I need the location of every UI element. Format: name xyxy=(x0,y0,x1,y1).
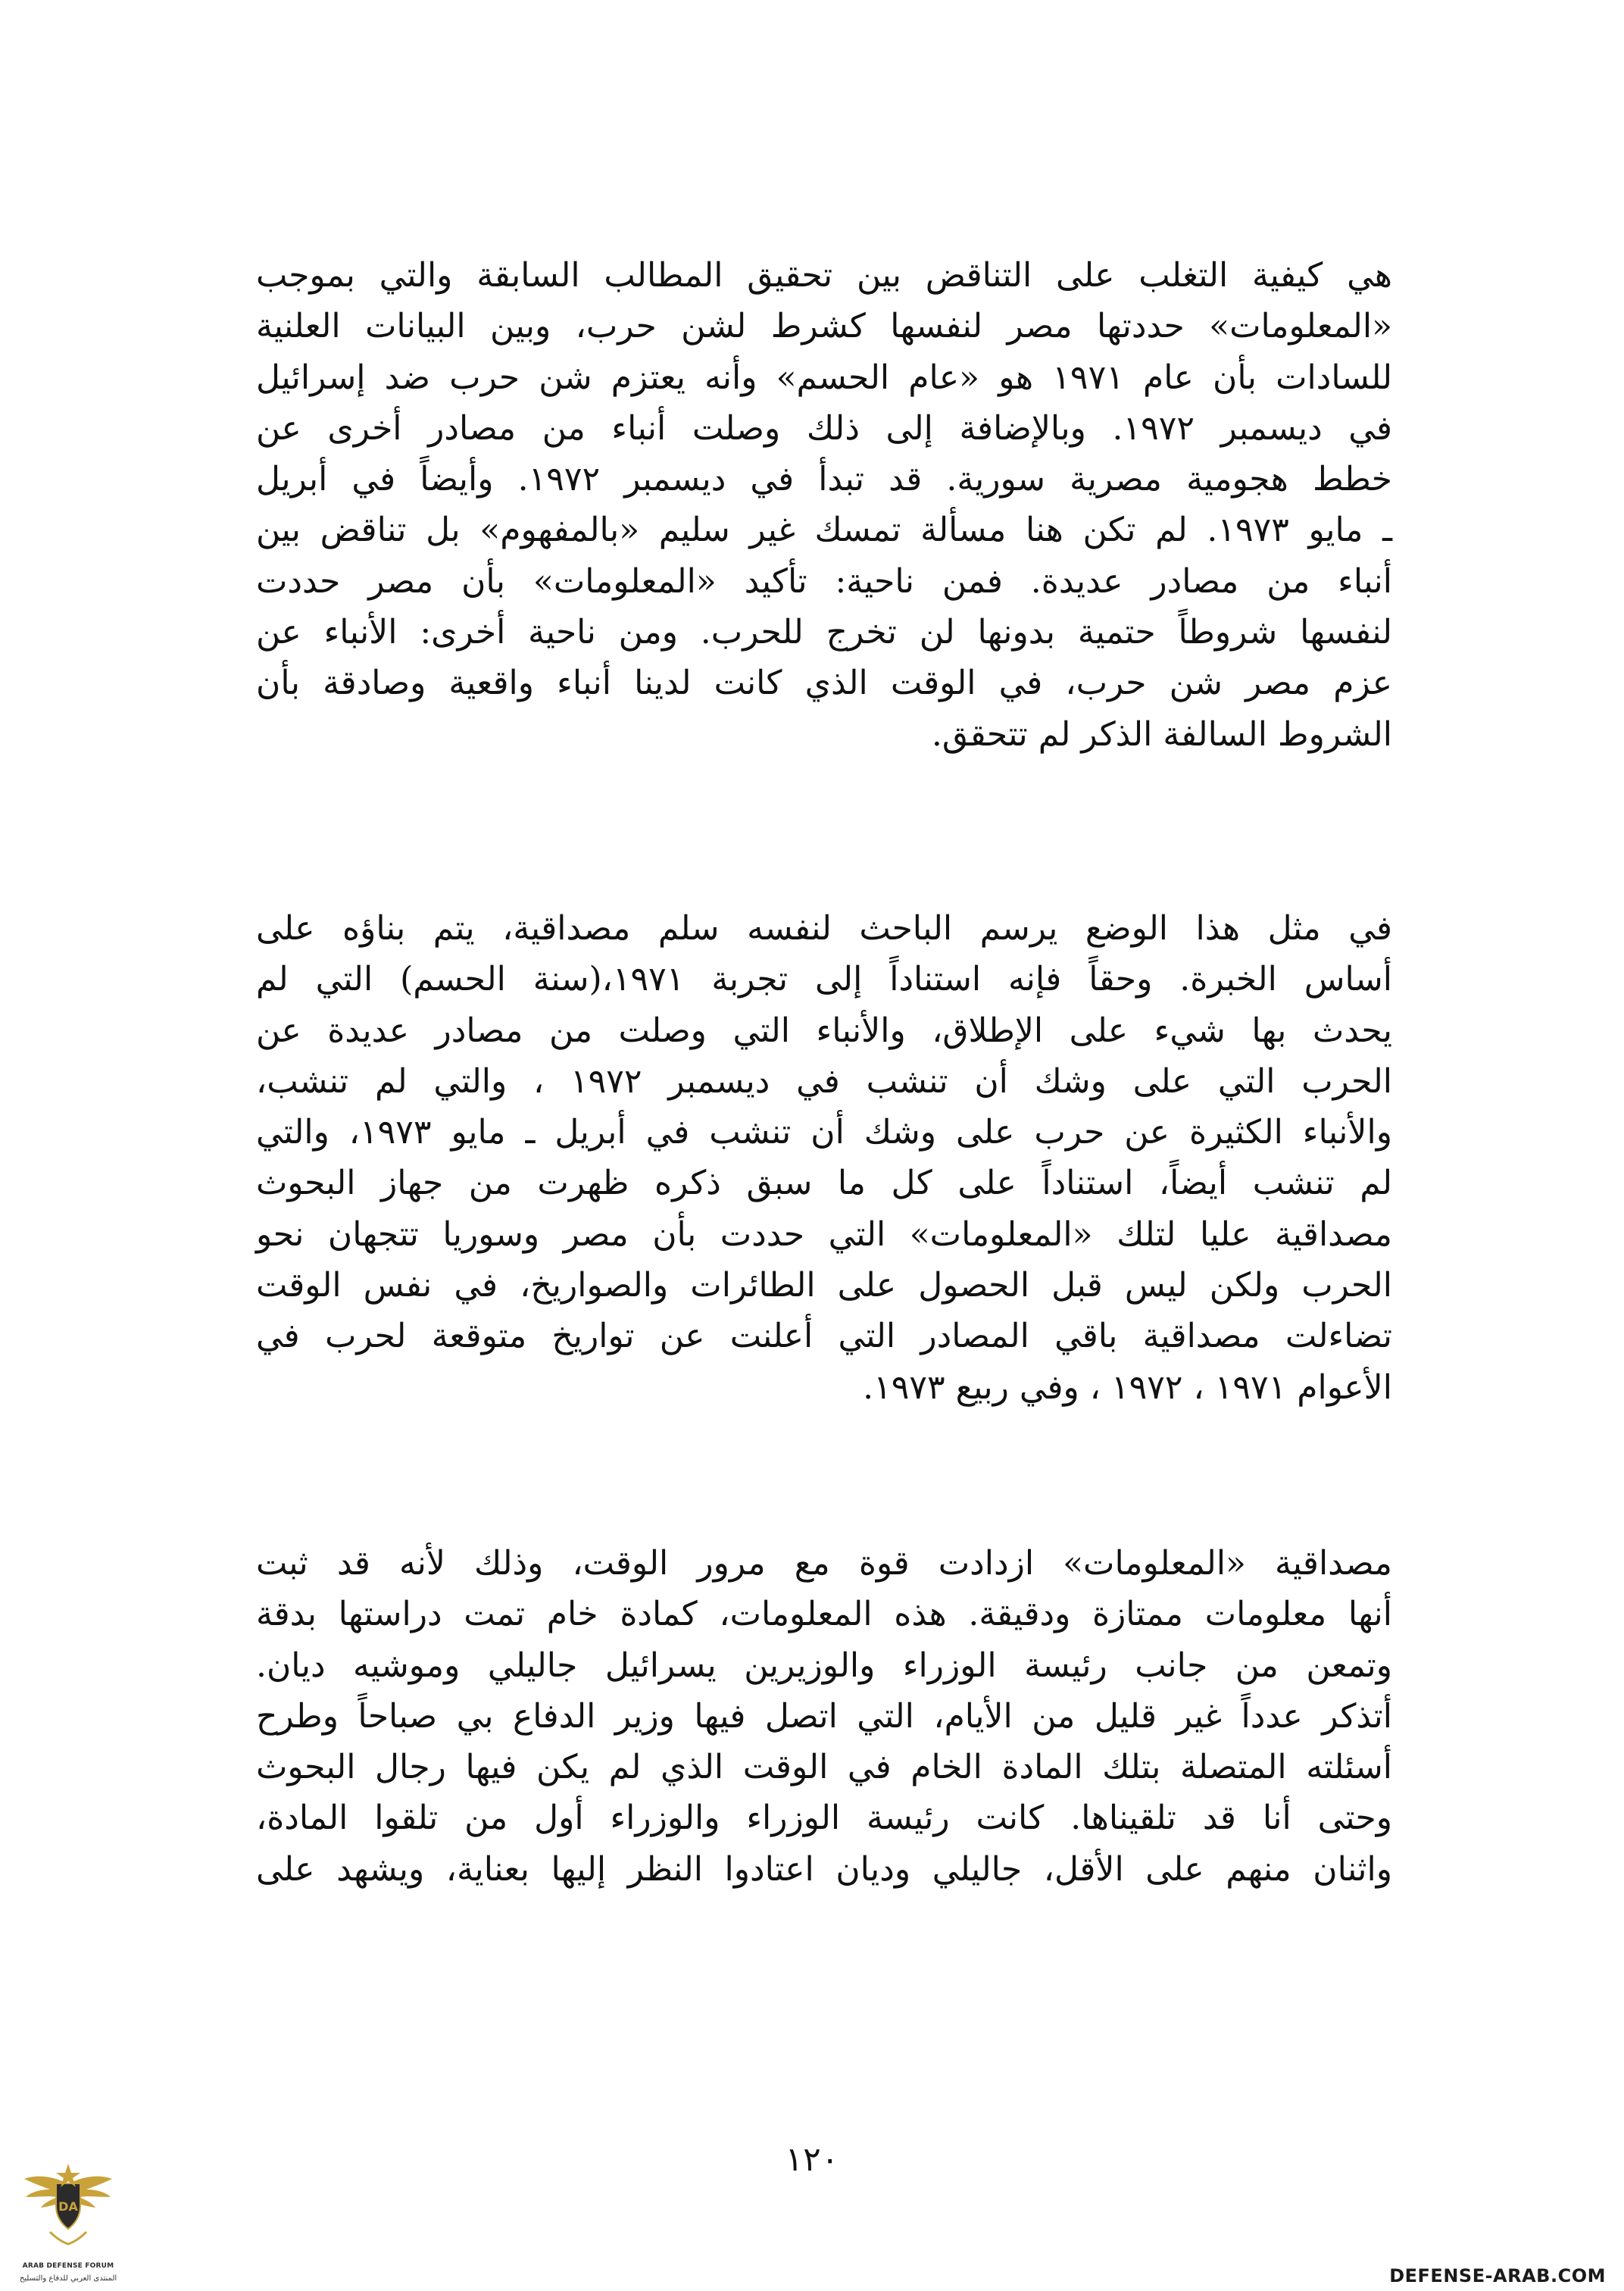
text-line: ـ مايو ١٩٧٣. لم تكن هنا مسألة تمسك غير سليم «بالمفهوم» بل تناقض بين xyxy=(256,511,1392,550)
text-line: هي كيفية التغلب على التناقض بين تحقيق المطالب السابقة والتي بموجب xyxy=(256,256,1392,295)
text-line: وتمعن من جانب رئيسة الوزراء والوزيرين يسرائيل جاليلي وموشيه ديان. xyxy=(256,1646,1392,1685)
logo-subtitle: المنتدى العربي للدفاع والتسليح xyxy=(19,2274,117,2283)
logo-badge: DA xyxy=(58,2199,78,2214)
text-line: «المعلومات» حددتها مصر لنفسها كشرط لشن حرب، وبين البيانات العلنية xyxy=(256,307,1392,346)
page-number: ١٢٠ xyxy=(785,2140,839,2179)
text-line: واثنان منهم على الأقل، جاليلي وديان اعتادوا النظر إليها بعناية، ويشهد على xyxy=(256,1849,1392,1889)
arab-defense-forum-logo xyxy=(23,2153,114,2274)
watermark: DEFENSE-ARAB.COM xyxy=(1389,2265,1606,2286)
paragraph-2 xyxy=(256,903,1392,1413)
text-line: مصداقية «المعلومات» ازدادت قوة مع مرور الوقت، وذلك لأنه قد ثبت xyxy=(256,1544,1392,1583)
text-line: في مثل هذا الوضع يرسم الباحث لنفسه سلم مصداقية، يتم بناؤه على xyxy=(256,909,1392,948)
text-line: الأعوام ١٩٧١ ، ١٩٧٢ ، وفي ربيع ١٩٧٣. xyxy=(863,1367,1392,1407)
text-line: لم تنشب أيضاً، استناداً على كل ما سبق ذكره ظهرت من جهاز البحوث xyxy=(256,1164,1392,1203)
laurel-icon xyxy=(50,2232,86,2244)
text-line: في ديسمبر ١٩٧٢. وبالإضافة إلى ذلك وصلت أنباء من مصادر أخرى عن xyxy=(256,408,1392,448)
text-line: أنباء من مصادر عديدة. فمن ناحية: تأكيد «المعلومات» بأن مصر حددت xyxy=(256,561,1392,601)
text-line: أساس الخبرة. وحقاً فإنه استناداً إلى تجربة ١٩٧١،(سنة الحسم) التي لم xyxy=(256,960,1392,999)
text-line: تضاءلت مصداقية باقي المصادر التي أعلنت عن تواريخ متوقعة لحرب في xyxy=(256,1317,1392,1356)
text-line: خطط هجومية مصرية سورية. قد تبدأ في ديسمبر ١٩٧٢. وأيضاً في أبريل xyxy=(256,460,1393,499)
text-line: أتذكر عدداً غير قليل من الأيام، التي اتصل فيها وزير الدفاع بي صباحاً وطرح xyxy=(256,1696,1392,1736)
text-line: وحتى أنا قد تلقيناها. كانت رئيسة الوزراء والوزراء أول من تلقوا المادة، xyxy=(256,1799,1392,1838)
text-line: لنفسها شروطاً حتمية بدونها لن تخرج للحرب. ومن ناحية أخرى: الأنباء عن xyxy=(256,613,1392,652)
text-line: الحرب ولكن ليس قبل الحصول على الطائرات والصواريخ، في نفس الوقت xyxy=(256,1266,1392,1305)
text-line: أنها معلومات ممتازة ودقيقة. هذه المعلومات، كمادة خام تمت دراستها بدقة xyxy=(256,1595,1392,1634)
text-line: عزم مصر شن حرب، في الوقت الذي كانت لدينا أنباء واقعية وصادقة بأن xyxy=(256,664,1392,703)
paragraph-3 xyxy=(256,1538,1392,1895)
text-line: يحدث بها شيء على الإطلاق، والأنباء التي وصلت من مصادر عديدة عن xyxy=(256,1011,1392,1050)
paragraph-1 xyxy=(256,250,1392,760)
text-line: والأنباء الكثيرة عن حرب على وشك أن تنشب في أبريل ـ مايو ١٩٧٣، والتي xyxy=(256,1113,1392,1152)
text-line: الحرب التي على وشك أن تنشب في ديسمبر ١٩٧٢ ، والتي لم تنشب، xyxy=(256,1061,1392,1101)
logo-title: ARAB DEFENSE FORUM xyxy=(22,2262,114,2270)
text-line: أسئلته المتصلة بتلك المادة الخام في الوقت الذي لم يكن فيها رجال البحوث xyxy=(256,1748,1392,1787)
text-line: مصداقية عليا لتلك «المعلومات» التي حددت بأن مصر وسوريا تتجهان نحو xyxy=(256,1214,1392,1254)
text-line: للسادات بأن عام ١٩٧١ هو «عام الحسم» وأنه يعتزم شن حرب ضد إسرائيل xyxy=(256,358,1393,397)
text-line: الشروط السالفة الذكر لم تتحقق. xyxy=(931,714,1392,754)
